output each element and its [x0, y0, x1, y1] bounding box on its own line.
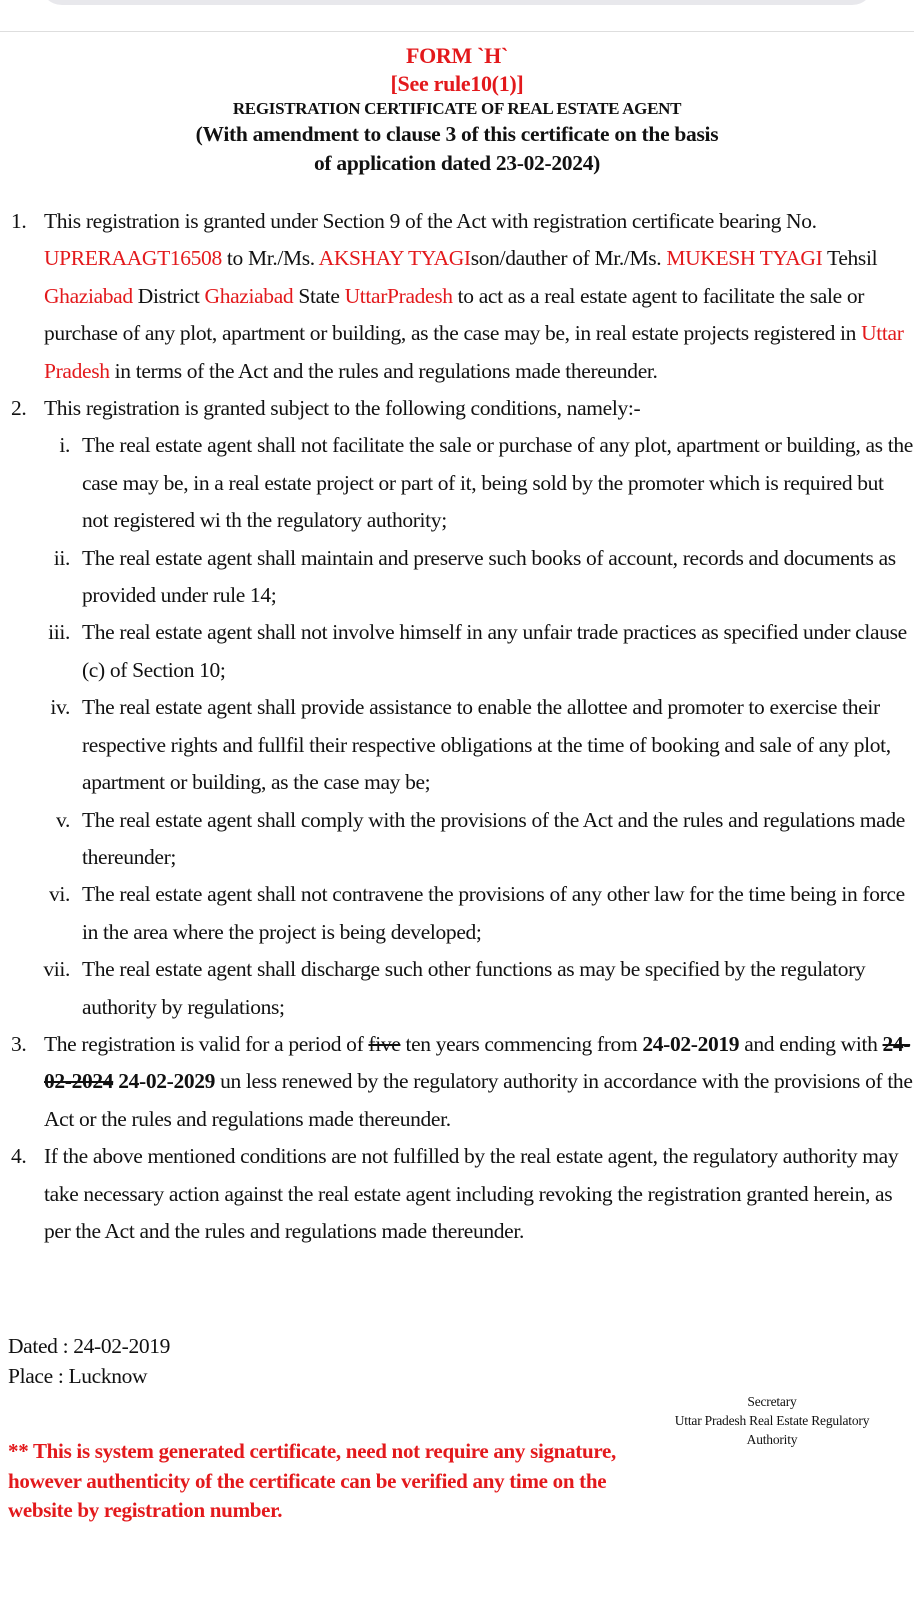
clause-text: State [293, 283, 345, 308]
amendment-line-1: (With amendment to clause 3 of this certificate on the basis [195, 122, 719, 146]
clause-text: son/dauther of Mr./Ms. [470, 246, 667, 271]
place: Place : Lucknow [8, 1364, 148, 1388]
clause-4 [0, 1138, 914, 1250]
condition-vi [0, 876, 914, 951]
signatory-title: Secretary [747, 1394, 797, 1409]
certificate-title: REGISTRATION CERTIFICATE OF REAL ESTATE AGENT [232, 99, 682, 118]
condition-number: iv. [50, 695, 70, 720]
browser-url-bar[interactable] [40, 0, 874, 5]
signatory-org-cont: Authority [746, 1432, 798, 1447]
clause-text: This registration is granted under Section 9 of the Act with registration certificate bearing No. [44, 209, 817, 233]
condition-number: v. [55, 807, 70, 832]
condition-text: The real estate agent shall comply with the provisions of the Act and the rules and regulations made thereunder; [82, 807, 905, 869]
amendment-line-2: of application dated 23-02-2024) [313, 151, 601, 175]
condition-iii [0, 614, 914, 689]
condition-text: The real estate agent shall not contravene the provisions of any other law for the time being in force in the area where the project is being developed; [82, 882, 905, 944]
condition-ii [0, 540, 914, 615]
signatory-block [640, 1392, 904, 1449]
region: Uttar Pradesh [44, 321, 904, 383]
clause-number: 2. [11, 396, 27, 421]
clause-text: District [132, 283, 205, 308]
registration-number: UPRERAAGT16508 [44, 246, 222, 271]
clause-number: 3. [11, 1031, 27, 1056]
start-date: 24-02-2019 [642, 1031, 740, 1056]
condition-vii [0, 951, 914, 1026]
rule-reference: [See rule10(1)] [390, 71, 524, 96]
condition-text: The real estate agent shall maintain and preserve such books of account, records and documents as provided under rule 14; [82, 545, 896, 608]
parent-name: MUKESH TYAGI [666, 246, 823, 271]
clause-text: in terms of the Act and the rules and regulations made thereunder. [109, 358, 658, 383]
condition-text: The real estate agent shall provide assistance to enable the allottee and promoter to exercise their respective rights and fullfil their respective obligations at the time of booking and sale of any plot, apartment or building, as the case may be; [82, 695, 891, 795]
clause-text: un less renewed by the regulatory authority in accordance with the provisions of the Act or the rules and regulations made thereunder. [44, 1069, 913, 1131]
certificate-body [0, 203, 914, 1250]
condition-number: iii. [48, 620, 70, 645]
clause-text: Tehsil [822, 246, 878, 271]
condition-number: i. [59, 433, 70, 458]
clause-text: and ending with [739, 1031, 883, 1056]
old-period: five [368, 1031, 401, 1056]
tehsil: Ghaziabad [44, 283, 133, 308]
clause-number: 1. [11, 209, 27, 233]
condition-text: The real estate agent shall discharge such other functions as may be specified by the regulatory authority by regulations; [82, 957, 866, 1019]
condition-i [0, 427, 914, 539]
certificate-header [0, 42, 914, 178]
system-generated-note: ** This is system generated certificate, need not require any signature, however authenticity of the certificate can be verified any time on the website by registration number. [8, 1439, 616, 1522]
new-end-date: 24-02-2029 [118, 1069, 216, 1094]
signatory-org: Uttar Pradesh Real Estate Regulatory [674, 1413, 870, 1428]
divider [0, 31, 914, 32]
clause-3 [0, 1026, 914, 1138]
old-end-date: 24-02-2024 [44, 1031, 911, 1094]
clause-text: to Mr./Ms. [221, 246, 319, 271]
form-title: FORM `H` [405, 43, 509, 68]
clause-number: 4. [11, 1144, 27, 1169]
condition-text: The real estate agent shall not involve himself in any unfair trade practices as specified under clause (c) of Section 10; [82, 620, 907, 682]
clause-text: The registration is valid for a period of [44, 1031, 369, 1056]
date-place-block [8, 1331, 170, 1391]
condition-number: vii. [43, 957, 70, 982]
clause-text: ten years commencing from [400, 1031, 643, 1056]
clause-text: This registration is granted subject to the following conditions, namely:- [44, 396, 641, 421]
condition-number: vi. [48, 882, 70, 907]
clause-2 [0, 390, 914, 427]
dated: Dated : 24-02-2019 [8, 1334, 171, 1358]
condition-text: The real estate agent shall not facilitate the sale or purchase of any plot, apartment or building, as the case may be, in a real estate project or part of it, being sold by the promoter which is required but not registered wi th the regulatory authority; [82, 433, 913, 533]
clause-text: If the above mentioned conditions are not fulfilled by the real estate agent, the regulatory authority may take necessary action against the real estate agent including revoking the registration granted herein, as per the Act and the rules and regulations made thereunder. [44, 1144, 899, 1243]
agent-name: AKSHAY TYAGI [318, 246, 471, 271]
clause-text: to act as a real estate agent to facilitate the sale or purchase of any plot, apartment or building, as the case may be, in real estate projects registered in [44, 283, 865, 346]
condition-number: ii. [53, 545, 70, 570]
condition-v [0, 802, 914, 877]
condition-iv [0, 689, 914, 801]
state: UttarPradesh [344, 283, 453, 308]
district: Ghaziabad [204, 283, 294, 308]
clause-1 [0, 203, 914, 390]
